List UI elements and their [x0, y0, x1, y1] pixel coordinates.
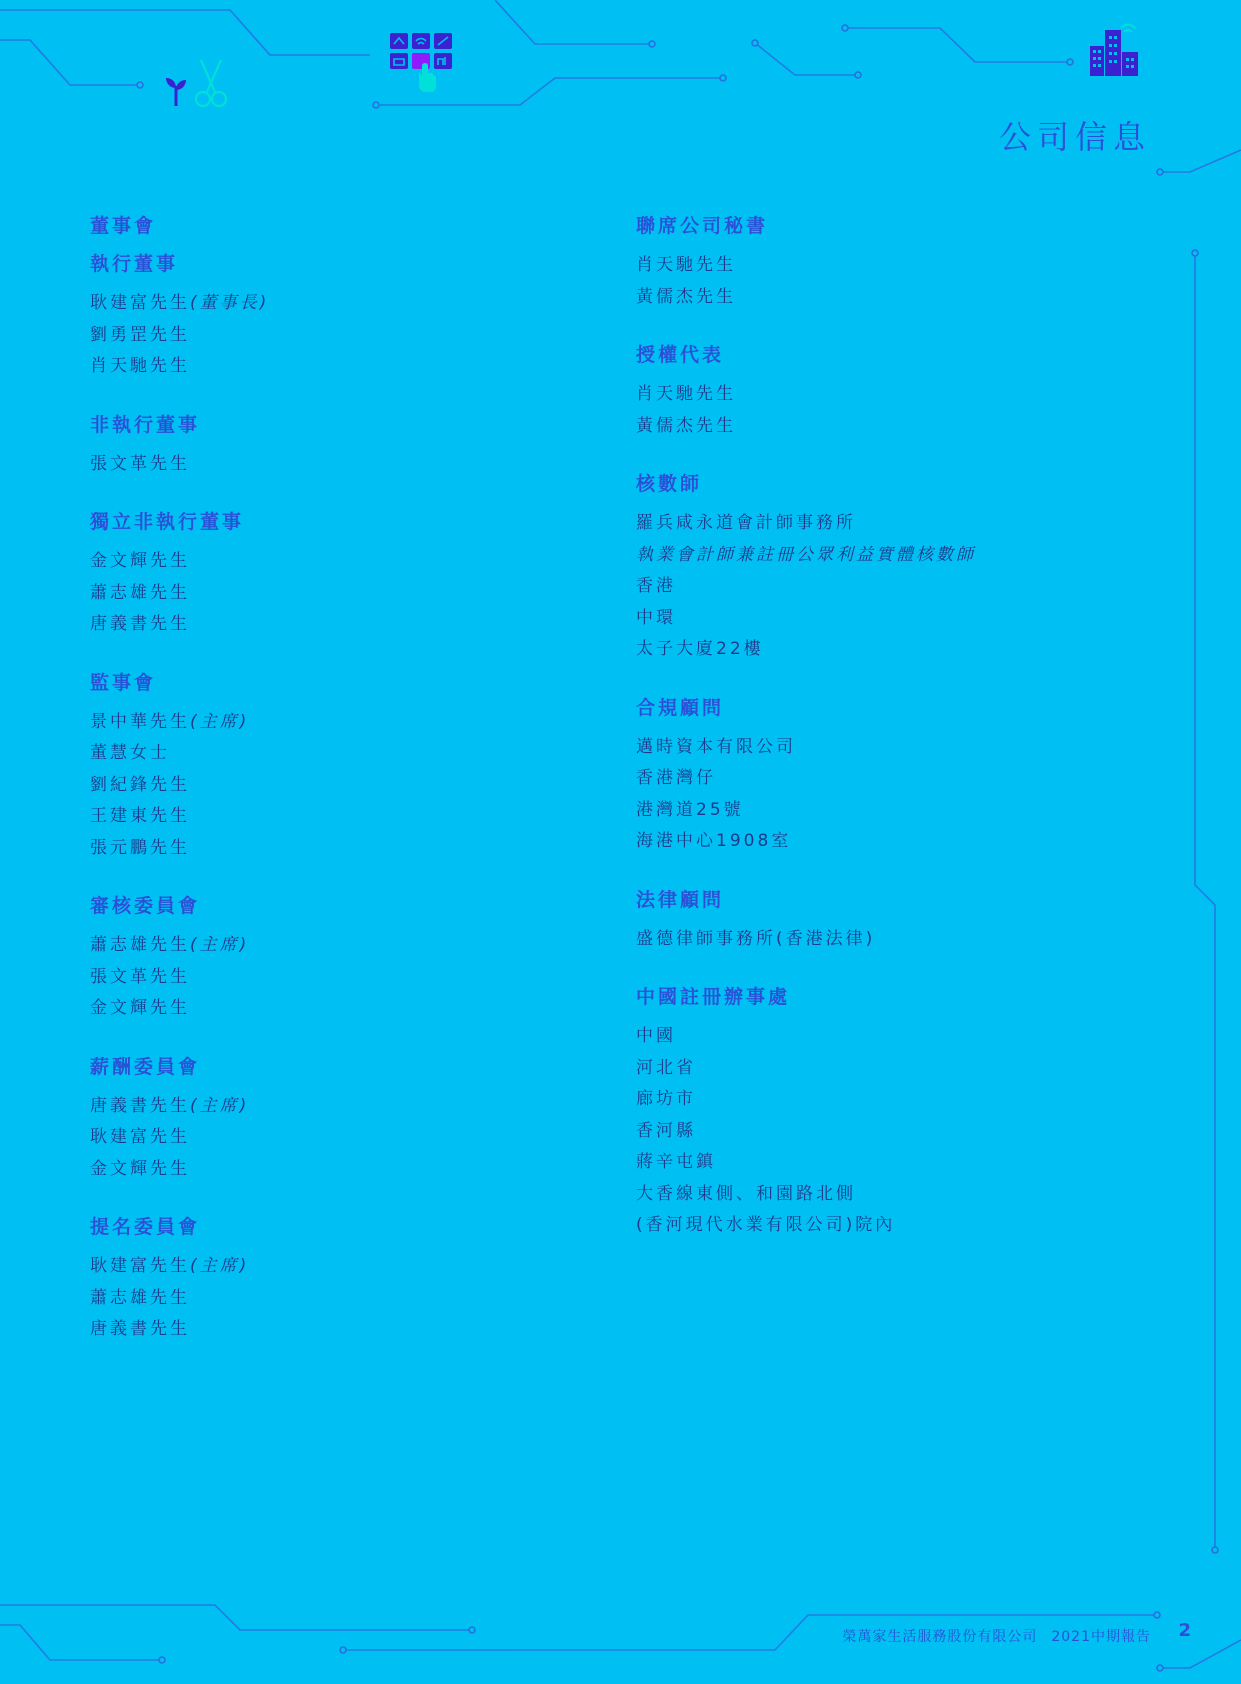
footer-company: 榮萬家生活服務股份有限公司	[842, 1629, 1038, 1645]
list-item: 肖天馳先生	[636, 384, 736, 404]
list-item: 廊坊市	[636, 1089, 696, 1109]
legal-adviser-section	[636, 886, 1196, 956]
registered-office-section	[636, 983, 1196, 1242]
list-item: 邁時資本有限公司	[636, 736, 796, 757]
list-item: 劉紀鋒先生	[90, 774, 190, 795]
audit-committee-section	[90, 892, 590, 1025]
list-item: 蔣辛屯鎮	[636, 1152, 716, 1172]
list-item: 盛德律師事務所(香港法律)	[636, 928, 876, 949]
independent-directors-section	[90, 508, 590, 641]
list-item: 太子大廈22樓	[636, 639, 764, 659]
footer-report: 2021中期報告	[1051, 1629, 1151, 1645]
footer	[842, 1626, 1151, 1646]
list-item: 張文革先生	[90, 453, 190, 474]
list-item: 中國	[636, 1026, 676, 1046]
list-item: 港灣道25號	[636, 799, 744, 820]
board-section	[90, 212, 590, 240]
list-item: 黃儒杰先生	[636, 286, 736, 307]
joint-secretaries-section	[636, 212, 1196, 313]
list-item: 董慧女士	[90, 743, 170, 763]
list-item: 蕭志雄先生	[90, 1287, 190, 1308]
list-item: (香河現代水業有限公司)院內	[636, 1215, 896, 1235]
list-item: 肖天馳先生	[636, 255, 736, 275]
independent-directors-heading: 獨立非執行董事	[90, 511, 245, 533]
list-item: 金文輝先生	[90, 998, 190, 1018]
list-item: 中環	[636, 607, 676, 628]
joint-secretaries-heading: 聯席公司秘書	[636, 215, 769, 237]
page-title: 公司信息	[998, 118, 1151, 156]
legal-adviser-heading: 法律顧問	[636, 888, 725, 911]
list-item: 王建東先生	[90, 806, 190, 826]
auditor-heading: 核數師	[636, 473, 703, 495]
list-item: 大香線東側、和園路北側	[636, 1183, 856, 1204]
list-item: 肖天馳先生	[90, 356, 190, 376]
remuneration-committee-heading: 薪酬委員會	[90, 1055, 201, 1078]
list-item: 張文革先生	[90, 966, 190, 987]
nomination-committee-heading: 提名委員會	[90, 1216, 201, 1238]
list-item: 金文輝先生	[90, 1158, 190, 1179]
auditor-firm: 羅兵咸永道會計師事務所	[636, 513, 856, 533]
list-item: 黃儒杰先生	[636, 415, 736, 436]
auditor-qualification: 執業會計師兼註冊公眾利益實體核數師	[636, 544, 976, 565]
list-item: 蕭志雄先生(主席)	[90, 935, 250, 955]
non-executive-directors-section	[90, 411, 590, 481]
list-item: 金文輝先生	[90, 551, 190, 571]
executive-directors-heading: 執行董事	[90, 253, 179, 275]
executive-directors-section	[90, 250, 590, 383]
sprout-icon	[165, 72, 187, 106]
authorized-representatives-section	[636, 341, 1196, 442]
left-column	[90, 212, 590, 1374]
supervisors-section	[90, 669, 590, 865]
supervisors-heading: 監事會	[90, 671, 157, 694]
list-item: 唐義書先生	[90, 1319, 190, 1339]
authorized-representatives-heading: 授權代表	[636, 344, 725, 366]
list-item: 香港灣仔	[636, 768, 716, 788]
list-item: 河北省	[636, 1057, 696, 1078]
compliance-adviser-heading: 合規顧問	[636, 696, 725, 719]
list-item: 海港中心1908室	[636, 831, 792, 851]
list-item: 唐義書先生	[90, 614, 190, 634]
audit-committee-heading: 審核委員會	[90, 895, 201, 917]
smart-home-grid-icon	[389, 32, 455, 94]
page-number: 2	[1178, 1620, 1191, 1641]
scissors-icon	[193, 58, 229, 108]
auditor-section	[636, 470, 1196, 666]
list-item: 香河縣	[636, 1120, 696, 1141]
compliance-adviser-section	[636, 694, 1196, 858]
board-heading: 董事會	[90, 215, 157, 237]
list-item: 景中華先生(主席)	[90, 711, 250, 732]
nomination-committee-section	[90, 1213, 590, 1346]
right-column	[636, 212, 1196, 1270]
remuneration-committee-section	[90, 1053, 590, 1186]
list-item: 張元鵬先生	[90, 837, 190, 858]
smart-building-icon	[1088, 22, 1140, 76]
list-item: 香港	[636, 576, 676, 596]
list-item: 劉勇罡先生	[90, 324, 190, 345]
list-item: 耿建富先生(董事長)	[90, 293, 270, 313]
list-item: 唐義書先生(主席)	[90, 1095, 250, 1116]
non-executive-directors-heading: 非執行董事	[90, 413, 201, 436]
list-item: 耿建富先生	[90, 1127, 190, 1147]
list-item: 蕭志雄先生	[90, 582, 190, 603]
registered-office-heading: 中國註冊辦事處	[636, 986, 791, 1008]
list-item: 耿建富先生(主席)	[90, 1256, 250, 1276]
